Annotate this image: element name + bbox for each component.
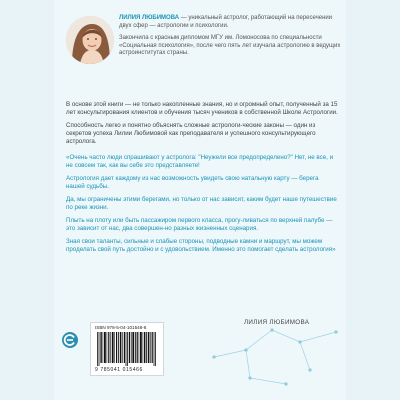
paragraph-intro: В основе этой книги — не только накопленные знания, но и огромный опыт, полученный за 15 лет консультирования клиентов и обучения тысяч учеников в собственной Школе Астрологии. (66, 101, 338, 116)
paragraph-method: Способность легко и понятно объяснять сложные астрологи-ческие законы — один из секретов успеха Лилии Любимовой как преподавателя и успешного консультирующего астролога. (66, 122, 316, 145)
author-education: Закончила с красным дипломом МГУ им. Ломоносова по специальности «Социальная психология», после чего пять лет изучала астрологию в ведущих астроинститутах страны. (119, 35, 341, 57)
isbn-number: ISBN 978-5-04-101546-6 (95, 325, 147, 330)
barcode-digits: 9 785041 015466 (95, 367, 143, 373)
quote-paragraph-3: Да, мы ограничены этими берегами, но только от нас зависит, каким будет наше путешествие по реке жизни. (66, 196, 337, 211)
author-bio (119, 15, 341, 63)
quote-signature: ЛИЛИЯ ЛЮБИМОВА (244, 319, 310, 326)
author-name: ЛИЛИЯ ЛЮБИМОВА (119, 15, 180, 21)
quote-paragraph-2: Астрология дает каждому из нас возможность увидеть свою натальную карту — берега нашей судьбы. (66, 175, 319, 190)
publisher-logo-icon (61, 331, 79, 349)
quote-paragraph-5: Зная свои таланты, сильные и слабые стороны, подводные камни и маршрут, мы можем проделать свой путь достойно и с удовольствием. Именно это помогает сделать астрология» (66, 238, 336, 253)
author-photo (66, 16, 114, 64)
author-bio-paragraph (119, 15, 341, 30)
barcode (90, 322, 164, 376)
barcode-bars (97, 332, 157, 366)
main-text (66, 101, 338, 259)
author-bio-text: — уникальный астролог, работающий на пересечении двух сфер — астрологии и психологии. (119, 15, 333, 29)
quote-paragraph-4: Плыть на плоту или быть пассажиром первого класса, прогу-ливаться по верхней палубе — это зависит от нас, два совершен-но разных жизненных сценария. (66, 217, 333, 232)
quote-paragraph-1: «Очень часто люди спрашивают у астролога: "Неужели все предопределено?" Нет, не все, и не совсем так, как вы себе это представляете! (66, 154, 334, 169)
